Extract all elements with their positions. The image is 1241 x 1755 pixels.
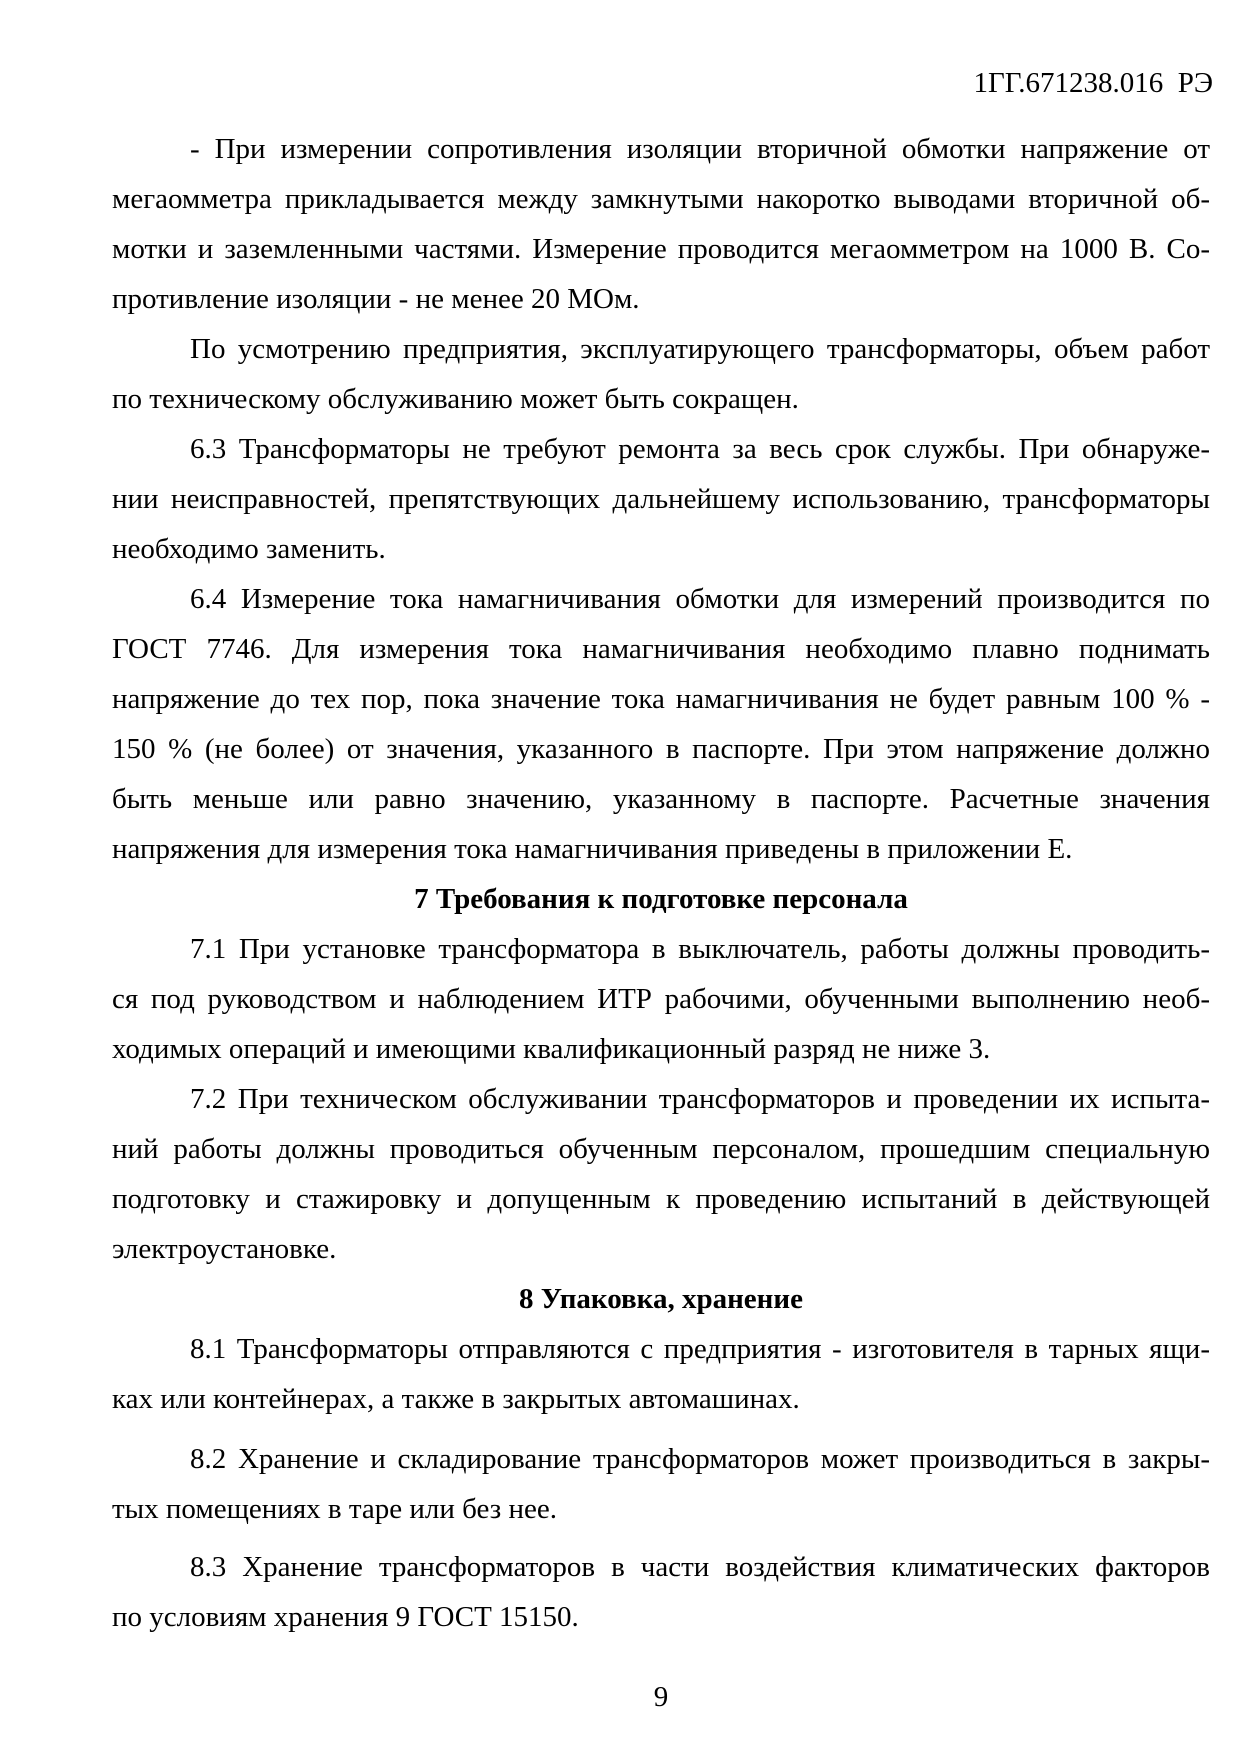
paragraph-line: тых помещениях в таре или без нее.: [112, 1493, 557, 1525]
paragraph-line: нии неисправностей, препятствующих дальнейшему использованию, трансформаторы: [112, 483, 1210, 515]
paragraph-line: противление изоляции - не менее 20 МОм.: [112, 283, 640, 315]
paragraph-line: напряжения для измерения тока намагничивания приведены в приложении Е.: [112, 833, 1073, 865]
paragraph-line: 7.2 При техническом обслуживании трансформаторов и проведении их испыта-: [190, 1083, 1210, 1115]
page-number: 9: [653, 1681, 669, 1713]
paragraph-line: 150 % (не более) от значения, указанного в паспорте. При этом напряжение должно: [112, 733, 1210, 765]
paragraph-line: По усмотрению предприятия, эксплуатирующего трансформаторы, объем работ: [190, 333, 1210, 365]
paragraph-line: 6.3 Трансформаторы не требуют ремонта за весь срок службы. При обнаруже-: [190, 433, 1210, 465]
paragraph-8-1: [112, 1324, 1210, 1424]
paragraph-line: - При измерении сопротивления изоляции вторичной обмотки напряжение от: [190, 133, 1210, 165]
section-7-heading: 7 Требования к подготовке персонала: [414, 883, 908, 915]
paragraph-line: электроустановке.: [112, 1233, 337, 1265]
paragraph-7-1: [112, 924, 1210, 1074]
paragraph-line: 8.1 Трансформаторы отправляются с предприятия - изготовителя в тарных ящи-: [190, 1333, 1210, 1365]
paragraph-line: ходимых операций и имеющими квалификационный разряд не ниже 3.: [112, 1033, 991, 1065]
paragraph-line: 6.4 Измерение тока намагничивания обмотки для измерений производится по: [190, 583, 1210, 615]
document-number: 1ГГ.671238.016 РЭ: [973, 67, 1213, 99]
paragraph-7-2: [112, 1074, 1210, 1274]
paragraph-line: мотки и заземленными частями. Измерение проводится мегаомметром на 1000 В. Со-: [112, 233, 1210, 265]
paragraph-line: по условиям хранения 9 ГОСТ 15150.: [112, 1601, 579, 1633]
paragraph-line: ГОСТ 7746. Для измерения тока намагничивания необходимо плавно поднимать: [112, 633, 1210, 665]
paragraph-line: по техническому обслуживанию может быть сокращен.: [112, 383, 799, 415]
paragraph-line: 7.1 При установке трансформатора в выключатель, работы должны проводить-: [190, 933, 1210, 965]
paragraph-line: 8.2 Хранение и складирование трансформаторов может производиться в закры-: [190, 1443, 1210, 1475]
paragraph-maintenance-discretion: [112, 324, 1210, 424]
paragraph-insulation-measurement: [112, 124, 1210, 324]
paragraph-line: мегаомметра прикладывается между замкнутыми накоротко выводами вторичной об-: [112, 183, 1210, 215]
paragraph-line: необходимо заменить.: [112, 533, 386, 565]
paragraph-line: подготовку и стажировку и допущенным к проведению испытаний в действующей: [112, 1183, 1210, 1215]
paragraph-line: ках или контейнерах, а также в закрытых автомашинах.: [112, 1383, 800, 1415]
paragraph-line: быть меньше или равно значению, указанному в паспорте. Расчетные значения: [112, 783, 1210, 815]
section-8-heading: 8 Упаковка, хранение: [519, 1283, 803, 1315]
paragraph-line: напряжение до тех пор, пока значение тока намагничивания не будет равным 100 % -: [112, 683, 1210, 715]
paragraph-8-3: [112, 1542, 1210, 1642]
paragraph-line: 8.3 Хранение трансформаторов в части воздействия климатических факторов: [190, 1551, 1210, 1583]
paragraph-line: ся под руководством и наблюдением ИТР рабочими, обученными выполнению необ-: [112, 983, 1210, 1015]
paragraph-6-3: [112, 424, 1210, 574]
paragraph-line: ний работы должны проводиться обученным персоналом, прошедшим специальную: [112, 1133, 1210, 1165]
paragraph-8-2: [112, 1434, 1210, 1534]
page-body: [112, 124, 1210, 1642]
paragraph-6-4: [112, 574, 1210, 874]
